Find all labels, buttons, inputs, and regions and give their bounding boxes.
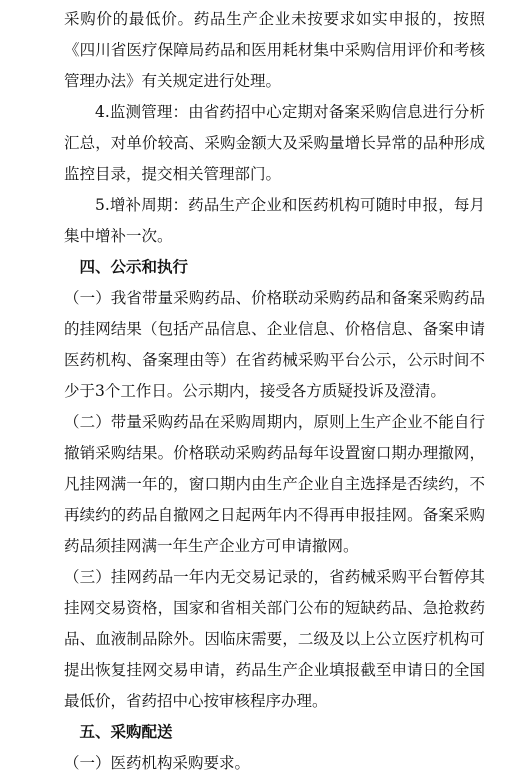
section-heading-procurement: 五、采购配送	[79, 723, 173, 741]
paragraph-continuation: 采购价的最低价。药品生产企业未按要求如实申报的，按照《四川省医疗保障局药品和医用耗材集中采购信用评价和考核管理办法》有关规定进行处理。	[64, 10, 485, 90]
paragraph-publicity-3: （三）挂网药品一年内无交易记录的，省药械采购平台暂停其挂网交易资格，国家和省相关部门公布的短缺药品、急抢救药品、血液制品除外。因临床需要，二级及以上公立医疗机构可提出恢复挂网交易申请，药品生产企业填报截至申请日的全国最低价，省药招中心按审核程序办理。	[64, 568, 485, 710]
paragraph-supplement-cycle: 5.增补周期：药品生产企业和医药机构可随时申报，每月集中增补一次。	[64, 196, 485, 245]
paragraph-monitoring: 4.监测管理：由省药招中心定期对备案采购信息进行分析汇总，对单价较高、采购金额大及采购量增长异常的品种形成监控目录，提交相关管理部门。	[64, 103, 485, 183]
section-heading-publicity: 四、公示和执行	[79, 258, 189, 276]
paragraph-publicity-2: （二）带量采购药品在采购周期内，原则上生产企业不能自行撤销采购结果。价格联动采购药品每年设置窗口期办理撤网，凡挂网满一年的，窗口期内由生产企业自主选择是否续约，不再续约的药品自撤网之日起两年内不得再申报挂网。备案采购药品须挂网满一年生产企业方可申请撤网。	[64, 413, 485, 555]
paragraph-publicity-1: （一）我省带量采购药品、价格联动采购药品和备案采购药品的挂网结果（包括产品信息、企业信息、价格信息、备案申请医药机构、备案理由等）在省药械采购平台公示，公示时间不少于3个工作日。公示期内，接受各方质疑投诉及澄清。	[64, 289, 485, 400]
paragraph-procurement-1: （一）医药机构采购要求。	[64, 754, 251, 772]
